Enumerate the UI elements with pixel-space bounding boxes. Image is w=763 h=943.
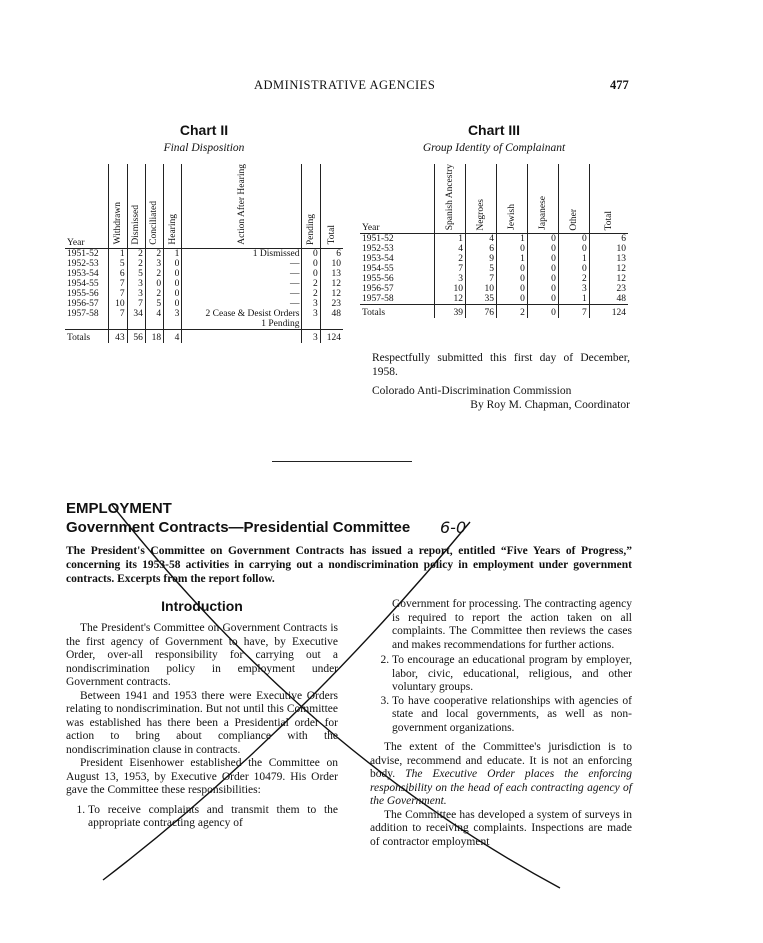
chart-iii-cell: 1955-56 [362,274,394,285]
chart-ii-cell: 13 [320,269,343,279]
chart-iii-cell: 12 [435,294,466,305]
chart-ii-col-header [109,164,127,248]
chart-iii-col-label: Japanese [537,196,548,231]
chart-iii-cell: 0 [496,264,527,274]
chart-iii-cell: 48 [589,294,628,305]
chart-ii-total-cell [182,329,302,343]
chart-ii-cell: 0 [164,279,182,289]
chart-ii-total-cell: 18 [145,329,163,343]
chart-iii-cell: 3 [558,284,589,294]
chart-iii-cell: 0 [558,244,589,254]
chart-ii-total-cell: 124 [320,329,343,343]
chart-iii-table-row [360,254,628,264]
list-item-3: 3. To have cooperative relationships with agencies of state and local governments, as well as non-government organizations. [392,695,632,736]
chart-ii-col-header [182,164,302,248]
chart-ii [65,122,343,343]
chart-iii-cell: 0 [558,234,589,245]
intro-paragraph-1: The President's Committee on Government Contracts is the first agency of Government to have, by Executive Order, over-all responsibility for carrying out a nondiscrimination policy in employment under Government contracts. [66,622,338,688]
left-column [66,598,338,831]
chart-ii-cell: 5 [127,269,145,279]
chart-iii-cell: 10 [466,284,497,294]
chart-iii-cell: 35 [466,294,497,305]
chart-ii-cell: 2 Cease & Desist Orders 1 Pending [182,309,302,330]
submitted-line: Respectfully submitted this first day of December, 1958. [372,352,630,378]
section-divider [272,461,412,462]
chart-ii-cell: — [182,269,302,279]
chart-ii-cell: 2 [127,259,145,269]
chart-ii-col-label: Conciliated [149,200,160,245]
chart-iii-cell: 1 [558,294,589,305]
chart-ii-cell: 12 [320,279,343,289]
chart-iii-col-header [558,164,589,234]
chart-ii-cell: 0 [302,259,320,269]
chart-iii-total-cell: Totals [360,305,435,319]
chart-iii-col-header [527,164,558,234]
chart-ii-cell: 2 [145,269,163,279]
chart-ii-table-row [65,309,343,330]
chart-iii-cell: 3 [435,274,466,284]
chart-iii-cell: 7 [435,264,466,274]
intro-paragraph-2: Between 1941 and 1953 there were Executive Orders relating to nondiscrimination. But not until this Committee was established has there been a Presidential order for action to bring about compliance with the nondiscrimination clause in contracts. [66,689,338,756]
chart-iii-cell: 0 [496,244,527,254]
chart-ii-col-header [145,164,163,248]
chart-ii-cell: 7 [109,289,127,299]
chart-ii-cell: 3 [302,309,320,330]
chart-iii-cell: 0 [558,264,589,274]
chart-ii-cell: 0 [164,299,182,309]
chart-iii-cell: 4 [466,234,497,245]
chart-ii-table-row [65,248,343,259]
chart-iii-cell: 12 [589,274,628,284]
chart-iii-cell: 1 [496,254,527,264]
chart-ii-table-row [65,259,343,269]
responsibilities-list-continued [370,654,632,735]
chart-ii-cell: 2 [302,279,320,289]
chart-iii-cell: 1956-57 [362,284,394,295]
chart-iii-totals-row [360,305,628,319]
chart-iii-table-row [360,234,628,245]
chart-iii-cell: 10 [435,284,466,294]
chart-ii-subtitle: Final Disposition [163,142,245,154]
chart-ii-cell: 1 Dismissed [182,248,302,259]
chart-iii-cell: 2 [435,254,466,264]
chart-ii-total-cell: 3 [302,329,320,343]
chart-ii-cell: 3 [127,279,145,289]
closing-block [372,352,630,412]
chart-ii-table-row [65,269,343,279]
chart-iii-subtitle: Group Identity of Complainant [422,142,566,154]
chart-iii-cell: 5 [466,264,497,274]
chart-iii-cell: 1953-54 [362,254,394,265]
chart-ii-cell: 3 [127,289,145,299]
chart-ii-cell: 0 [145,279,163,289]
chart-ii-cell: 2 [127,248,145,259]
chart-iii-table-row [360,284,628,294]
chart-iii-cell: 1952-53 [362,244,394,255]
chart-ii-cell: — [182,279,302,289]
chart-ii-col-label: Withdrawn [113,202,124,245]
chart-iii-table [360,164,628,318]
chart-iii-cell: 0 [527,234,558,245]
chart-iii-table-row [360,244,628,254]
chart-iii-total-cell: 76 [466,305,497,319]
chart-iii-cell: 1 [496,234,527,245]
chart-ii-cell: 1956-57 [67,298,99,309]
chart-iii-cell: 23 [589,284,628,294]
chart-ii-cell: 7 [127,299,145,309]
chart-ii-cell: 1954-55 [67,278,99,289]
signatory: By Roy M. Chapman, Coordinator [470,398,630,411]
chart-ii-cell: 3 [145,259,163,269]
chart-iii-cell: 1 [558,254,589,264]
chart-iii-col-header [466,164,497,234]
page-number: 477 [610,78,629,92]
chart-ii-cell: 2 [145,248,163,259]
chart-iii-cell: 13 [589,254,628,264]
jurisdiction-paragraph [370,741,632,809]
chart-ii-cell: 1951-52 [67,248,99,259]
introduction-heading: Introduction [161,598,243,614]
list-item-2: 2. To encourage an educational program by employer, labor, civic, educational, religious, and other voluntary groups. [392,654,632,695]
chart-ii-cell: 12 [320,289,343,299]
chart-iii-col-header [589,164,628,234]
chart-iii-total-cell: 124 [589,305,628,319]
chart-ii-total-cell: 56 [127,329,145,343]
chart-ii-cell: — [182,289,302,299]
chart-ii-col-label: Dismissed [131,205,142,245]
chart-iii-cell: 10 [589,244,628,254]
chart-iii-cell: 0 [527,244,558,254]
chart-ii-cell: 6 [109,269,127,279]
chart-ii-total-cell: 43 [109,329,127,343]
chart-iii-total-cell: 2 [496,305,527,319]
chart-iii-cell: 1 [435,234,466,245]
chart-ii-cell: 3 [302,299,320,309]
chart-ii-col-header: Year [65,164,109,248]
chart-ii-cell: 7 [109,279,127,289]
chart-ii-cell: 5 [109,259,127,269]
article-lead: The President's Committee on Government Contracts has issued a report, entitled “Five Years of Progress,” concerning its 1953-58 activities in carrying out a nondiscrimination policy in employment under government contracts. Excerpts from the report follow. [66,545,632,585]
chart-ii-col-header [302,164,320,248]
chart-iii-cell: 1957-58 [362,294,394,305]
chart-ii-cell: 0 [302,269,320,279]
chart-ii-cell: 0 [164,289,182,299]
chart-iii-cell: 0 [527,264,558,274]
chart-iii-table-row [360,264,628,274]
chart-ii-cell: 1955-56 [67,288,99,299]
intro-paragraph-3: President Eisenhower established the Committee on August 13, 1953, by Executive Order 10479. His Order gave the Committee these responsibilities: [66,757,338,796]
chart-iii-cell: 1951-52 [362,234,394,245]
chart-ii-cell: 0 [302,248,320,259]
section-heading: EMPLOYMENT [66,500,172,517]
chart-iii-cell: 0 [496,274,527,284]
chart-iii-cell: 12 [589,264,628,274]
chart-ii-col-header [164,164,182,248]
chart-ii-cell: 48 [320,309,343,330]
chart-iii-cell: 0 [527,274,558,284]
chart-ii-col-label: Action After Hearing [236,164,247,245]
commission-name: Colorado Anti-Discrimination Commission [372,385,572,397]
responsibilities-list [66,804,338,831]
chart-ii-cell: 5 [145,299,163,309]
chart-iii-cell: 0 [496,284,527,294]
chart-ii-cell: 1 [164,248,182,259]
chart-ii-totals-row [65,329,343,343]
list-item-1: 1. To receive complaints and transmit them to the appropriate contracting agency of [88,804,338,831]
chart-ii-col-label: Pending [306,213,317,245]
chart-iii-cell: 2 [558,274,589,284]
chart-iii-total-cell: 7 [558,305,589,319]
chart-ii-total-cell: Totals [65,329,109,343]
chart-ii-cell: 3 [164,309,182,330]
chart-ii-cell: 1 [109,248,127,259]
chart-ii-total-cell: 4 [164,329,182,343]
chart-iii-col-label: Spanish Ancestry [445,164,456,231]
chart-iii-cell: 7 [466,274,497,284]
chart-iii-cell: 6 [589,234,628,245]
list-item-1-continued: Government for processing. The contracting agency is required to report the action taken on all complaints. The Committee then reviews the cases and makes recommendations for further actions. [392,598,632,651]
chart-iii-col-header [435,164,466,234]
chart-iii-cell: 9 [466,254,497,264]
chart-ii-cell: 4 [145,309,163,330]
chart-iii-cell: 0 [527,254,558,264]
chart-ii-table-row [65,289,343,299]
chart-ii-cell: 10 [109,299,127,309]
running-title: ADMINISTRATIVE AGENCIES [254,78,436,92]
chart-ii-col-label: Total [326,225,337,245]
chart-ii-cell: 23 [320,299,343,309]
chart-ii-title: Chart II [179,122,229,138]
chart-iii-table-row [360,274,628,284]
chart-ii-cell: 0 [164,269,182,279]
chart-iii-cell: 0 [496,294,527,305]
chart-ii-col-label: Hearing [167,214,178,245]
chart-ii-cell: 0 [164,259,182,269]
chart-ii-col-header [320,164,343,248]
chart-ii-col-header [127,164,145,248]
chart-iii-col-label: Jewish [506,204,517,231]
chart-iii-cell: 0 [527,284,558,294]
chart-ii-cell: 7 [109,309,127,330]
jurisdiction-italic: The Executive Order places the enforcing responsibility on the head of each contracting agency of the Government. [370,768,632,807]
chart-iii-col-header [496,164,527,234]
chart-ii-cell: 6 [320,248,343,259]
chart-iii-table-row [360,294,628,305]
chart-iii-col-header: Year [360,164,435,234]
chart-ii-cell: 1952-53 [67,258,99,269]
jurisdiction-text: The extent of the Committee's jurisdiction is to advise, recommend and educate. It is not an enforcing body. [370,741,632,780]
chart-ii-cell: 1953-54 [67,268,99,279]
chart-ii-cell: 34 [127,309,145,330]
chart-ii-cell: — [182,299,302,309]
chart-iii-cell: 0 [527,294,558,305]
chart-ii-cell: 2 [145,289,163,299]
chart-iii-cell: 6 [466,244,497,254]
handwritten-note: 6-0 [440,518,467,537]
chart-ii-table [65,164,343,343]
article-heading: Government Contracts—Presidential Committee [66,519,411,536]
right-column [370,598,632,849]
chart-iii-title: Chart III [467,122,521,138]
chart-iii-col-label: Other [568,208,579,231]
chart-ii-cell: 1957-58 [67,308,99,319]
chart-ii-table-row [65,279,343,289]
chart-iii-cell: 1954-55 [362,264,394,275]
chart-ii-table-row [65,299,343,309]
chart-ii-cell: 10 [320,259,343,269]
chart-ii-cell: 2 [302,289,320,299]
chart-ii-cell: — [182,259,302,269]
chart-iii-col-label: Total [603,210,614,231]
surveys-paragraph: The Committee has developed a system of surveys in addition to receiving complaints. Inspections are made of contractor employment [370,808,632,848]
chart-iii [360,122,628,318]
chart-iii-total-cell: 39 [435,305,466,319]
chart-iii-col-label: Negroes [476,198,487,231]
chart-iii-cell: 4 [435,244,466,254]
chart-iii-total-cell: 0 [527,305,558,319]
